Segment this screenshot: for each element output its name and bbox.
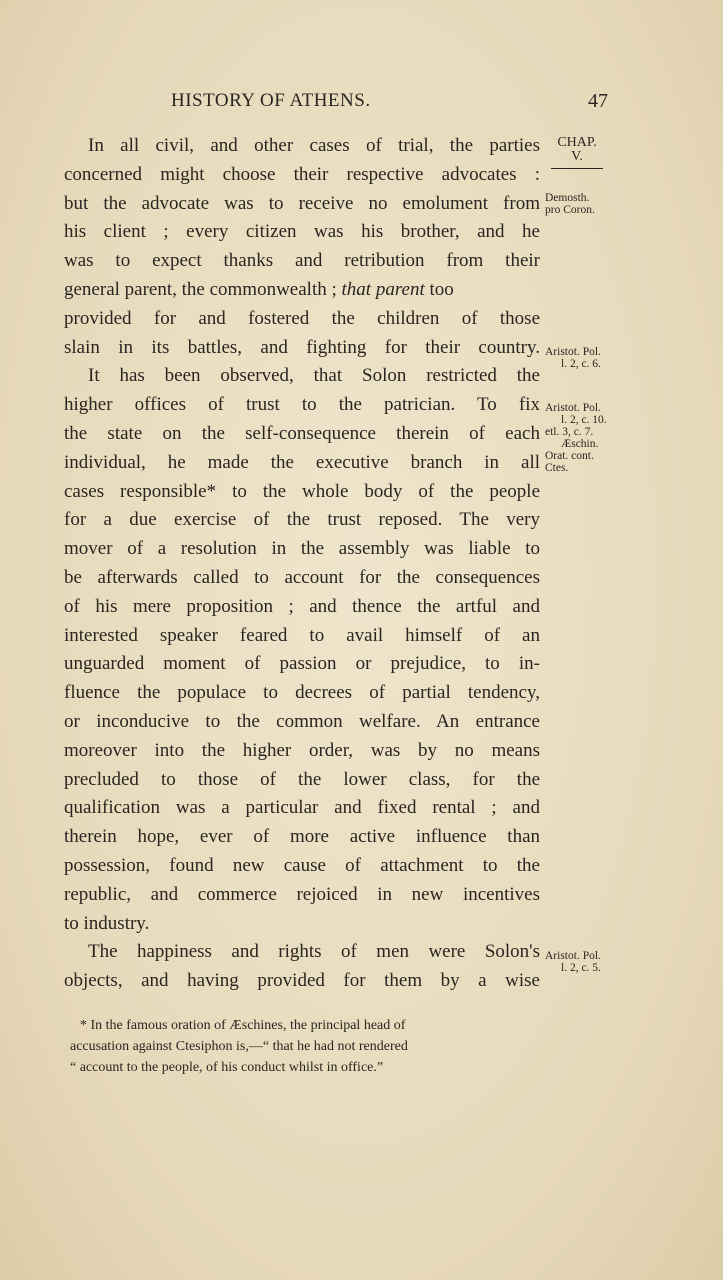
note-line: Orat. cont.: [545, 450, 594, 462]
text-line: provided for and fostered the children of those: [64, 307, 540, 329]
text-line: slain in its battles, and fighting for their country.: [64, 336, 540, 358]
note-line: l. 2, c. 5.: [561, 962, 601, 974]
text-line: fluence the populace to decrees of partial tendency,: [64, 682, 540, 704]
note-line: Demosth.: [545, 192, 590, 204]
note-line: etl. 3, c. 7.: [545, 426, 594, 438]
text-line: The happiness and rights of men were Solon's: [88, 941, 540, 963]
text-line: to industry.: [64, 912, 150, 934]
text-line: unguarded moment of passion or prejudice, to in-: [64, 653, 540, 675]
text-line: mover of a resolution in the assembly was liable to: [64, 538, 540, 560]
margin-note-aristotle-3: [545, 950, 601, 974]
note-line: l. 2, c. 6.: [561, 358, 601, 370]
chap-number: V.: [571, 149, 583, 164]
running-title: HISTORY OF ATHENS.: [171, 90, 371, 111]
note-line: Ctes.: [545, 462, 569, 474]
text-line: interested speaker feared to avail himself of an: [64, 624, 540, 646]
text-line: [64, 276, 540, 305]
text-line: individual, he made the executive branch in all: [64, 451, 540, 473]
text-line: for a due exercise of the trust reposed. The very: [64, 509, 540, 531]
text-line: higher offices of trust to the patrician. To fix: [64, 394, 540, 416]
footnote-line: “ account to the people, of his conduct whilst in office.”: [70, 1060, 384, 1075]
text-line: possession, found new cause of attachment to the: [64, 854, 540, 876]
margin-note-aristotle-1: [545, 346, 601, 370]
note-line: Aristot. Pol.: [545, 402, 601, 414]
text-segment: general parent, the commonwealth ;: [64, 278, 337, 300]
text-line: objects, and having provided for them by a wise: [64, 970, 540, 992]
note-line: Aristot. Pol.: [545, 346, 601, 358]
text-line: concerned might choose their respective advocates :: [64, 163, 540, 185]
margin-note-demosthenes: [545, 192, 595, 216]
margin-note-aristotle-2: [545, 402, 607, 474]
text-line: be afterwards called to account for the consequences: [64, 566, 540, 588]
footnote-line: accusation against Ctesiphon is,—“ that he had not rendered: [70, 1039, 408, 1054]
text-line: cases responsible* to the whole body of the people: [64, 480, 540, 502]
text-line: qualification was a particular and fixed rental ; and: [64, 797, 540, 819]
text-line: It has been observed, that Solon restricted the: [88, 365, 540, 387]
footnote: [70, 1015, 542, 1078]
text-line: was to expect thanks and retribution from their: [64, 250, 540, 272]
text-line: moreover into the higher order, was by no means: [64, 739, 540, 761]
chap-label: CHAP.: [557, 135, 597, 150]
text-line: therein hope, ever of more active influence than: [64, 826, 540, 848]
main-text: [64, 132, 540, 996]
text-line: but the advocate was to receive no emolument from: [64, 192, 540, 214]
page-number: 47: [588, 90, 608, 112]
text-line: or inconducive to the common welfare. An entrance: [64, 710, 540, 732]
text-line: the state on the self-consequence therein of each: [64, 422, 540, 444]
text-line: precluded to those of the lower class, for the: [64, 768, 540, 790]
text-line: republic, and commerce rejoiced in new incentives: [64, 883, 540, 905]
note-line: pro Coron.: [545, 204, 595, 216]
note-line: Æschin.: [561, 438, 599, 450]
note-line: l. 2, c. 10.: [561, 414, 607, 426]
italic-text: that parent: [341, 278, 425, 300]
text-line: of his mere proposition ; and thence the artful and: [64, 595, 540, 617]
footnote-line: * In the famous oration of Æschines, the principal head of: [80, 1018, 406, 1033]
text-segment: too: [429, 278, 454, 300]
page-header: [0, 88, 723, 118]
note-line: Aristot. Pol.: [545, 950, 601, 962]
chapter-marker: [551, 136, 603, 169]
chap-rule: [551, 168, 603, 169]
text-line: In all civil, and other cases of trial, the parties: [88, 135, 540, 156]
text-line: his client ; every citizen was his brother, and he: [64, 221, 540, 243]
